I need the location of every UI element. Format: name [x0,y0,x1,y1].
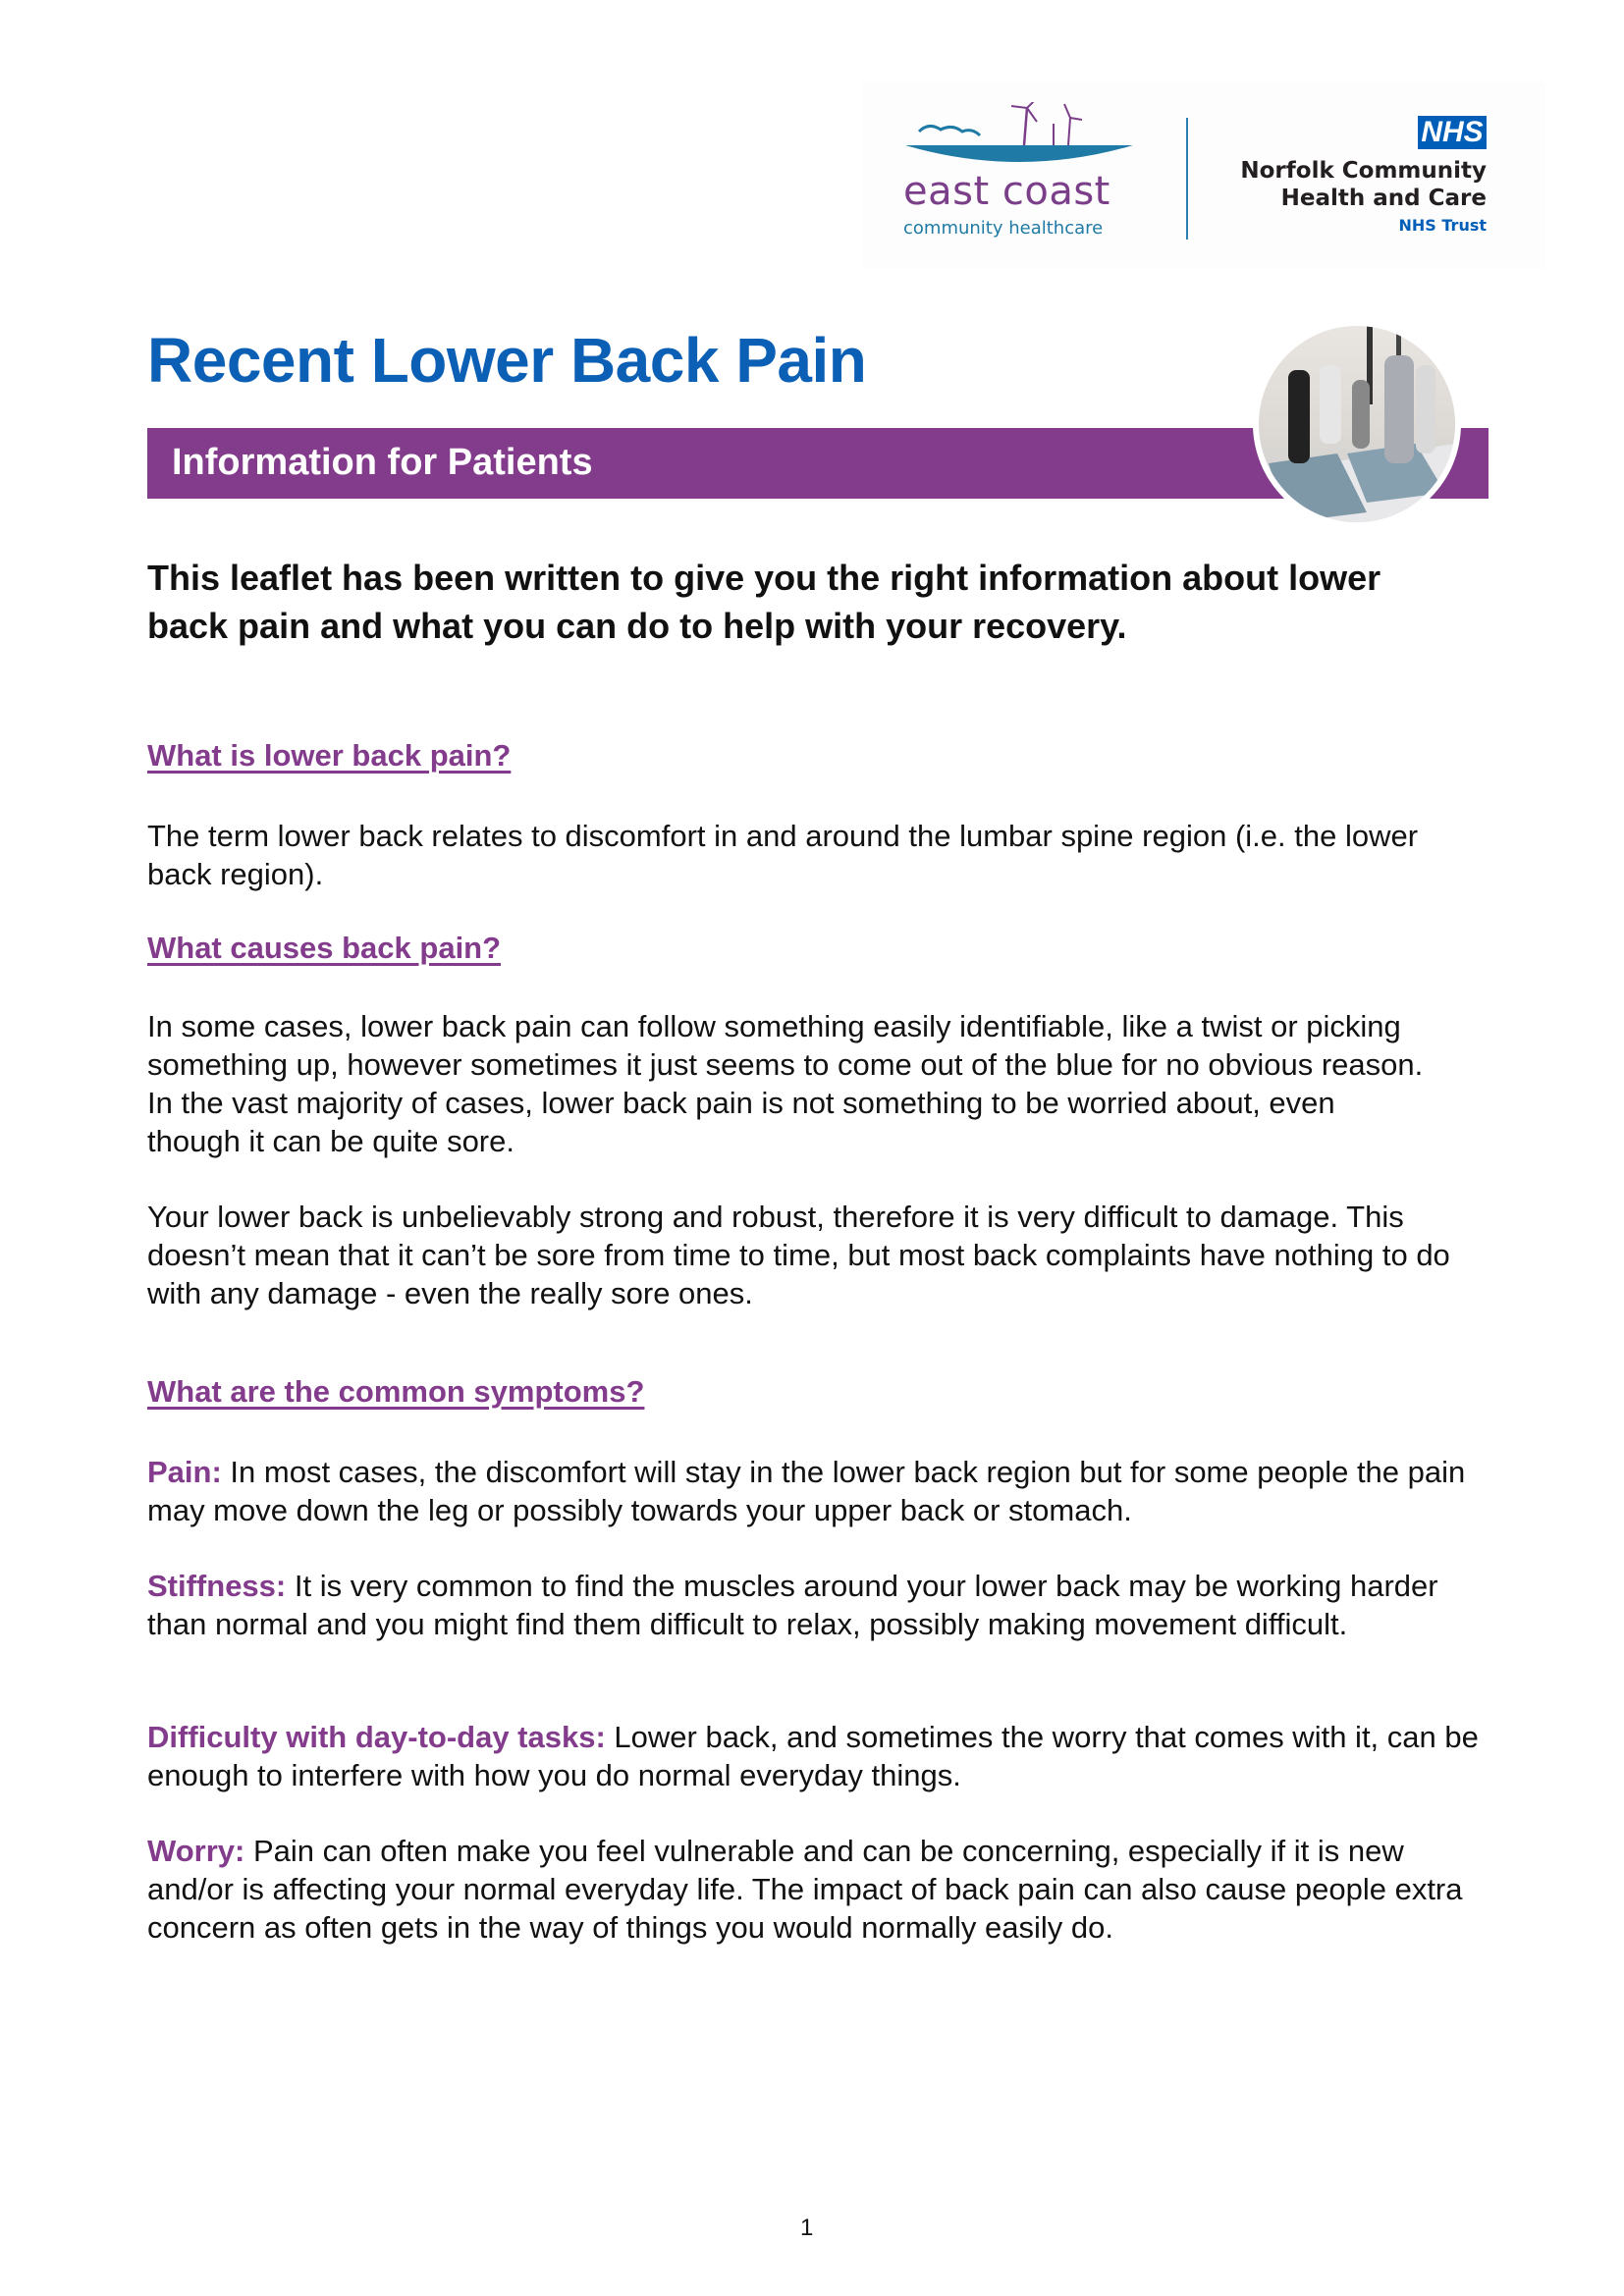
symptom-label: Stiffness: [147,1569,287,1603]
trust-name [1240,157,1487,212]
section-paragraph: In some cases, lower back pain can follow something easily identifiable, like a twist or picking something up, however sometimes it just seems to come out of the blue for no obvious reason. In the vast majority of cases, lower back pain is not something to be worried about, even though it can be quite sore. [147,1009,1424,1158]
subtitle-text: Information for Patients [172,442,593,483]
east-coast-wordmark: east coast [903,169,1110,214]
logo-divider [1186,118,1188,240]
trust-subtitle: NHS Trust [1398,216,1487,235]
symptom-label: Difficulty with day-to-day tasks: [147,1720,606,1754]
symptom-text: In most cases, the discomfort will stay in the lower back region but for some people the pain may move down the leg or possibly towards your upper back or stomach. [147,1455,1466,1527]
trust-name-line2: Health and Care [1280,186,1487,211]
yoga-photo-image [1259,326,1455,522]
symptom-item [147,1832,1492,1947]
symptom-item [147,1453,1483,1529]
nhs-badge-logo: NHS [1418,116,1487,149]
symptom-text: Lower back, and sometimes the worry that comes with it, can be enough to interfere with how you do normal everyday things. [147,1720,1479,1792]
symptom-label: Worry: [147,1834,245,1868]
yoga-photo [1253,320,1461,528]
symptom-text: It is very common to find the muscles around your lower back may be working harder than normal and you might find them difficult to relax, possibly making movement difficult. [147,1569,1438,1641]
trust-name-line1: Norfolk Community [1240,158,1487,184]
page-number: 1 [800,2215,814,2241]
symptom-label: Pain: [147,1455,222,1489]
symptom-item [147,1718,1522,1794]
section-heading: What is lower back pain? [147,738,512,773]
east-coast-tagline: community healthcare [903,218,1104,239]
section-heading: What are the common symptoms? [147,1374,645,1409]
symptom-item [147,1567,1473,1643]
symptom-text: Pain can often make you feel vulnerable and can be concerning, especially if it is new and/or is affecting your normal everyday life. The impact of back pain can also cause people extra concern as often gets in the way of things you would normally easily do. [147,1834,1463,1945]
page-title: Recent Lower Back Pain [147,325,867,396]
section-paragraph: Your lower back is unbelievably strong and robust, therefore it is very difficult to damage. This doesn’t mean that it can’t be sore from time to time, but most back complaints have nothing to do with any damage - even the really sore ones. [147,1200,1450,1310]
header-logos [862,82,1545,269]
people-stretching-icon [1259,326,1455,522]
section-heading: What causes back pain? [147,931,502,965]
east-coast-logo-icon [901,102,1137,173]
intro-text: This leaflet has been written to give you the right information about lower back pain and what you can do to help with your recovery. [147,558,1381,646]
section-paragraph: The term lower back relates to discomfort in and around the lumbar spine region (i.e. the lower back region). [147,819,1419,891]
